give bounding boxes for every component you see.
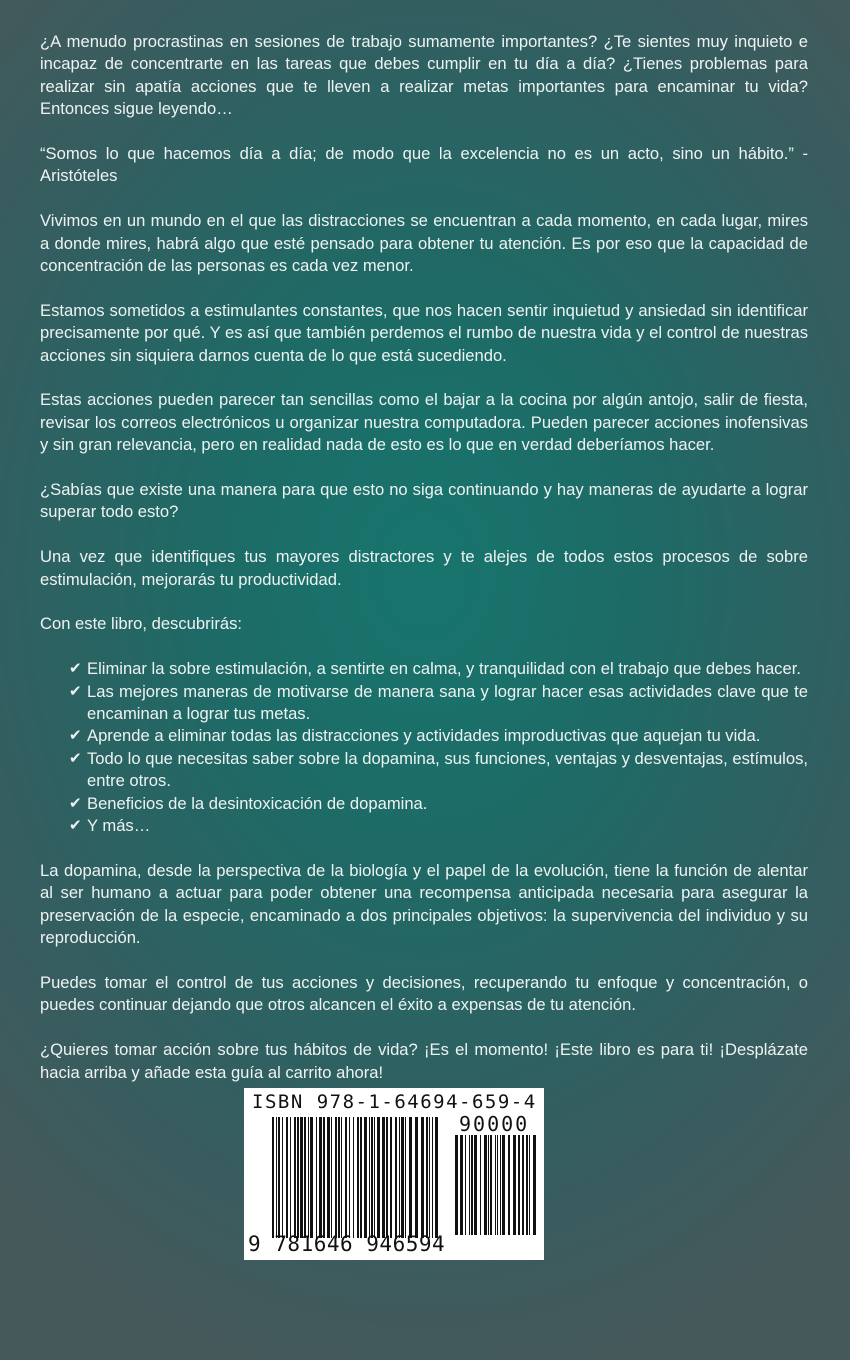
barcode-bar xyxy=(399,1117,400,1238)
checkmark-icon: ✔ xyxy=(69,817,82,835)
barcode-bar xyxy=(480,1135,481,1235)
barcode-bar xyxy=(513,1135,516,1235)
list-item-text: Y más… xyxy=(87,816,151,836)
list-item xyxy=(69,658,808,680)
list-item xyxy=(69,815,808,837)
paragraph: Estas acciones pueden parecer tan sencillas como el bajar a la cocina por algún antojo, salir de fiesta, revisar los correos electrónicos u organizar nuestra computadora. Pueden parecer acciones inofensivas y sin gran relevancia, pero en realidad nada de esto es lo que en verdad deberíamos hacer. xyxy=(40,390,808,455)
barcode-bar xyxy=(341,1117,342,1238)
barcode-bar xyxy=(323,1117,325,1238)
paragraph: Estamos sometidos a estimulantes constantes, que nos hacen sentir inquietud y ansiedad sin identificar precisamente por qué. Y es así que también perdemos el rumbo de nuestra vida y el control de nuestras acciones sin siquiera darnos cuenta de lo que está sucediendo. xyxy=(40,300,808,365)
barcode-bar xyxy=(508,1135,510,1235)
paragraph: ¿Sabías que existe una manera para que esto no siga continuando y hay maneras de ayudarte a lograr superar todo esto? xyxy=(40,480,808,522)
checkmark-icon: ✔ xyxy=(69,660,82,678)
barcode-bar xyxy=(345,1117,347,1238)
paragraph: La dopamina, desde la perspectiva de la biología y el papel de la evolución, tiene la función de alentar al ser humano a actuar para poder obtener una recompensa anticipada necesaria para asegurar la preservación de la especie, encaminado a dos principales objetivos: la supervivencia del individuo y su reproducción. xyxy=(40,860,808,948)
barcode-bar xyxy=(518,1135,520,1235)
barcode-bar xyxy=(357,1117,359,1238)
barcode-bar xyxy=(316,1117,317,1238)
barcode-bar xyxy=(529,1135,530,1235)
barcode-bar xyxy=(349,1117,350,1238)
barcode-bar xyxy=(533,1135,536,1235)
barcode-bar xyxy=(469,1135,470,1235)
barcode-bar xyxy=(415,1117,418,1238)
paragraph: Vivimos en un mundo en el que las distracciones se encuentran a cada momento, en cada lugar, mires a donde mires, habrá algo que esté pensado para obtener tu atención. Es por eso que la capacidad de concentración de las personas es cada vez menor. xyxy=(40,211,808,276)
barcode-bar xyxy=(353,1117,354,1238)
list-item xyxy=(69,725,808,747)
benefits-list xyxy=(40,658,808,837)
barcode-bar xyxy=(471,1135,473,1235)
list-item-text: Las mejores maneras de motivarse de manera sana y lograr hacer esas actividades clave que te encaminan a lograr tus metas. xyxy=(87,681,808,724)
checkmark-icon: ✔ xyxy=(69,727,82,745)
barcode-bar xyxy=(435,1117,438,1238)
barcode-bar xyxy=(369,1117,370,1238)
barcode-bar xyxy=(490,1135,492,1235)
barcode-bar xyxy=(310,1117,313,1238)
barcode-bar xyxy=(272,1117,274,1238)
barcode-bar xyxy=(276,1117,277,1238)
isbn-label: ISBN 978-1-64694-659-4 xyxy=(252,1091,537,1113)
checkmark-icon: ✔ xyxy=(69,794,82,812)
barcode-bar xyxy=(386,1117,388,1238)
barcode-bar xyxy=(297,1117,299,1238)
list-item xyxy=(69,681,808,726)
barcode-bar xyxy=(522,1135,524,1235)
barcode-bar xyxy=(327,1117,330,1238)
barcode-bar xyxy=(364,1117,367,1238)
barcode-bar xyxy=(331,1117,332,1238)
barcode-bar xyxy=(474,1135,477,1235)
checkmark-icon: ✔ xyxy=(69,682,82,700)
barcode-bar xyxy=(335,1117,337,1238)
barcode-bar xyxy=(371,1117,373,1238)
list-item-text: Beneficios de la desintoxicación de dopamina. xyxy=(87,793,428,813)
barcode-bar xyxy=(429,1117,430,1238)
barcode-bar xyxy=(382,1117,385,1238)
barcode-bar xyxy=(300,1117,303,1238)
checkmark-icon: ✔ xyxy=(69,749,82,767)
barcode-bar xyxy=(377,1117,380,1238)
barcode-bar xyxy=(308,1117,309,1238)
ean-number: 9 781646 946594 xyxy=(248,1232,446,1256)
paragraph: “Somos lo que hacemos día a día; de modo que la excelencia no es un acto, sino un hábito.” - Aristóteles xyxy=(40,144,808,186)
barcode-bar xyxy=(290,1117,291,1238)
barcode-bar xyxy=(286,1117,288,1238)
barcode-bar xyxy=(421,1117,424,1238)
paragraph: ¿A menudo procrastinas en sesiones de trabajo sumamente importantes? ¿Te sientes muy inquieto e incapaz de concentrarte en las tareas que debes cumplir en tu día a día? ¿Tienes problemas para realizar sin apatía acciones que te lleven a realizar metas importantes para encaminar tu vida? Entonces sigue leyendo… xyxy=(40,32,808,119)
barcode-bar xyxy=(502,1135,505,1235)
barcode-bar xyxy=(526,1135,528,1235)
list-item xyxy=(69,793,808,815)
barcode-bar xyxy=(495,1135,496,1235)
barcode-bar xyxy=(390,1117,392,1238)
barcode-bar xyxy=(294,1117,296,1238)
barcode-bar xyxy=(374,1117,375,1238)
paragraph: Con este libro, descubrirás: xyxy=(40,614,242,634)
price-addon: 90000 xyxy=(459,1112,530,1136)
list-item-text: Eliminar la sobre estimulación, a sentirte en calma, y tranquilidad con el trabajo que debes hacer. xyxy=(87,659,801,679)
barcode-bar xyxy=(304,1117,306,1238)
barcode-bar xyxy=(282,1117,283,1238)
barcode-bar xyxy=(401,1117,404,1238)
list-item xyxy=(69,748,808,793)
list-item-text: Todo lo que necesitas saber sobre la dopamina, sus funciones, ventajas y desventajas, estímulos, entre otros. xyxy=(87,748,808,791)
barcode-bar xyxy=(319,1117,322,1238)
paragraph: ¿Quieres tomar acción sobre tus hábitos de vida? ¡Es el momento! ¡Este libro es para ti! ¡Desplázate hacia arriba y añade esta guía al carrito ahora! xyxy=(40,1040,808,1082)
barcode-bar xyxy=(432,1117,433,1238)
barcode-bar xyxy=(409,1117,412,1238)
barcode-bar xyxy=(465,1135,466,1235)
barcode-bar xyxy=(395,1117,397,1238)
barcode-bar xyxy=(338,1117,340,1238)
barcode-bar xyxy=(460,1135,463,1235)
barcode-bar xyxy=(500,1135,501,1235)
barcode-bar xyxy=(405,1117,406,1238)
paragraph: Puedes tomar el control de tus acciones y decisiones, recuperando tu enfoque y concentración, o puedes continuar dejando que otros alcancen el éxito a expensas de tu atención. xyxy=(40,972,808,1015)
barcode-bar xyxy=(278,1117,280,1238)
paragraph: Una vez que identifiques tus mayores distractores y te alejes de todos estos procesos de sobre estimulación, mejorarás tu productividad. xyxy=(40,547,808,589)
barcode-bar xyxy=(497,1135,498,1235)
isbn-barcode xyxy=(244,1088,544,1260)
barcode-bar xyxy=(426,1117,428,1238)
barcode-bar xyxy=(360,1117,362,1238)
list-item-text: Aprende a eliminar todas las distracciones y actividades improductivas que aquejan tu vida. xyxy=(87,726,761,746)
back-cover-text xyxy=(40,31,808,1106)
barcode-bar xyxy=(488,1135,489,1235)
barcode-bar xyxy=(484,1135,487,1235)
barcode-bar xyxy=(455,1135,458,1235)
